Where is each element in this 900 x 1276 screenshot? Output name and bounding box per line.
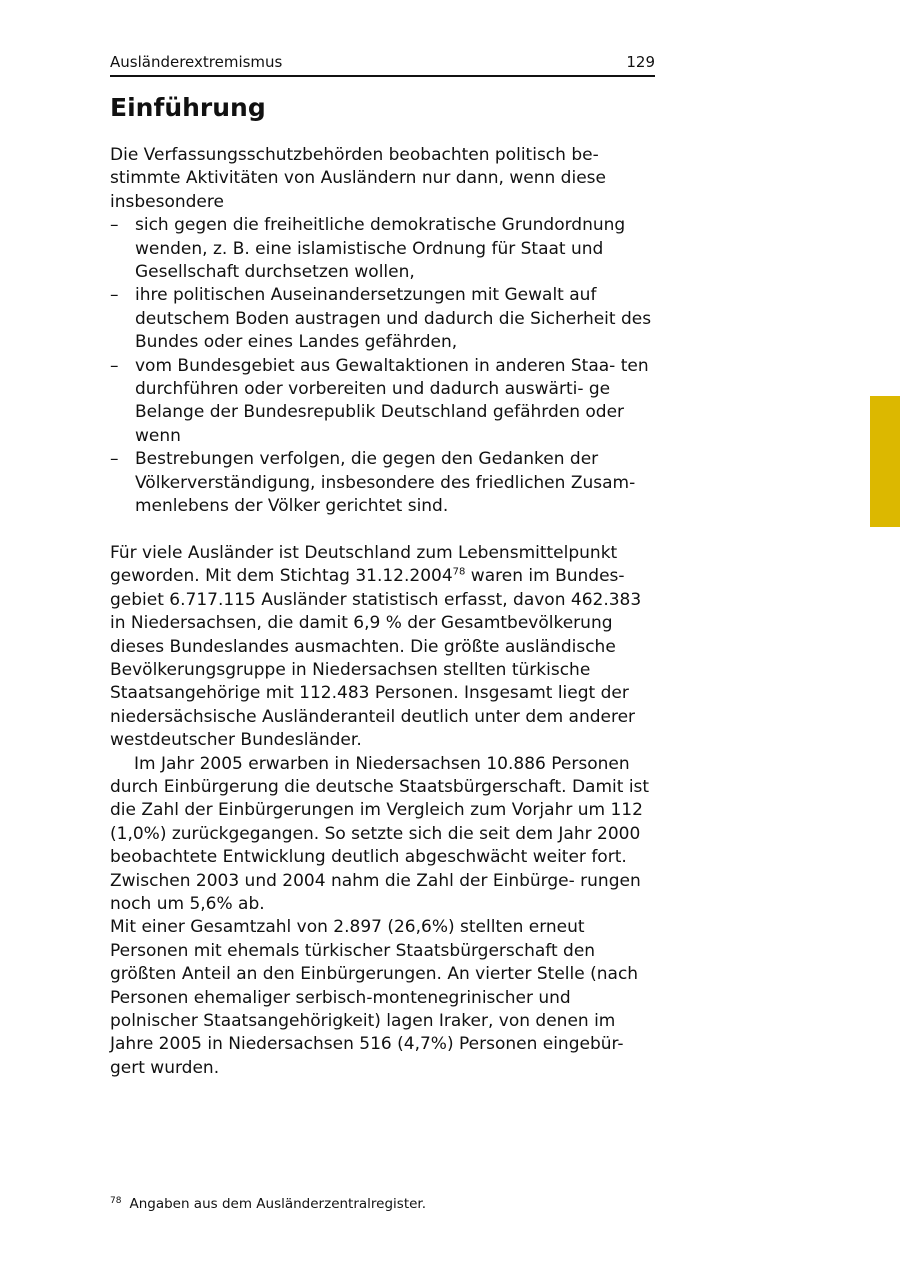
footnote-number: 78 — [110, 1195, 122, 1206]
condition-list — [110, 214, 655, 518]
paragraph-text: waren im Bundes- gebiet 6.717.115 Ausländer statistisch erfasst, davon 462.383 in Niedersachsen, die damit 6,9 % der Gesamtbevölkerung dieses Bundeslandes ausmachten. Die größte ausländische Bevölkerungsgruppe in Niedersachsen stellten türkische Staatsangehörige mit 112.483 Personen. Insgesamt liegt der niedersächsische Ausländeranteil deutlich unter dem anderer westdeutscher Bundesländer. — [110, 566, 642, 751]
list-item-text: sich gegen die freiheitliche demokratische Grundordnung wenden, z. B. eine islamistische Ordnung für Staat und Gesellschaft durchsetzen wollen, — [135, 215, 626, 283]
paragraph-foreigners — [110, 542, 655, 753]
paragraph-origin: Mit einer Gesamtzahl von 2.897 (26,6%) stellten erneut Personen mit ehemals türkischer Staatsbürgerschaft den größten Anteil an den Einbürgerungen. An vierter Stelle (nach Personen ehemaliger serbisch-montenegrinischer und polnischer Staatsangehörigkeit) lagen Iraker, von denen im Jahre 2005 in Niedersachsen 516 (4,7%) Personen eingebür- gert wurden. — [110, 917, 639, 1078]
footnote-text: Angaben aus dem Ausländerzentralregister. — [129, 1196, 427, 1212]
dash-bullet: – — [110, 449, 119, 470]
list-item — [110, 284, 655, 354]
dash-bullet: – — [110, 285, 119, 306]
page-number: 129 — [626, 53, 655, 71]
list-item-text: Bestrebungen verfolgen, die gegen den Gedanken der Völkerverständigung, insbesondere des friedlichen Zusam- menlebens der Völker gerichtet sind. — [135, 449, 636, 517]
running-header — [110, 52, 655, 77]
list-item — [110, 448, 655, 518]
list-item-text: ihre politischen Auseinandersetzungen mit Gewalt auf deutschem Boden austragen und dadurch die Sicherheit des Bundes oder eines Landes gefährden, — [135, 285, 652, 353]
dash-bullet: – — [110, 355, 119, 376]
list-item — [110, 214, 655, 284]
section-title: Ausländerextremismus — [110, 53, 283, 71]
list-item — [110, 355, 655, 449]
dash-bullet: – — [110, 215, 119, 236]
paragraph-text: Für viele Ausländer ist Deutschland zum Lebensmittelpunkt geworden. Mit dem Stichtag 31.12.2004 — [110, 542, 618, 587]
footnote-reference[interactable]: 78 — [452, 566, 466, 578]
page-body — [110, 52, 655, 1080]
list-item-text: vom Bundesgebiet aus Gewaltaktionen in anderen Staa- ten durchführen oder vorbereiten und dadurch auswärti- ge Belange der Bundesrepublik Deutschland gefährden oder wenn — [135, 355, 649, 446]
intro-paragraph: Die Verfassungsschutzbehörden beobachten politisch be- stimmte Aktivitäten von Ausländern nur dann, wenn diese insbesondere — [110, 145, 606, 212]
paragraph-naturalization: Im Jahr 2005 erwarben in Niedersachsen 10.886 Personen durch Einbürgerung die deutsche Staatsbürgerschaft. Damit ist die Zahl der Einbürgerungen im Vergleich zum Vorjahr um 112 (1,0%) zurückgegangen. So setzte sich die seit dem Jahr 2000 beobachtete Entwicklung deutlich abgeschwächt weiter fort. Zwischen 2003 und 2004 nahm die Zahl der Einbürge- rungen noch um 5,6% ab. — [110, 753, 650, 914]
footnote — [110, 1195, 655, 1213]
page-title: Einführung — [110, 93, 266, 122]
chapter-tab-marker — [870, 396, 900, 527]
paragraph-gap — [110, 519, 655, 542]
